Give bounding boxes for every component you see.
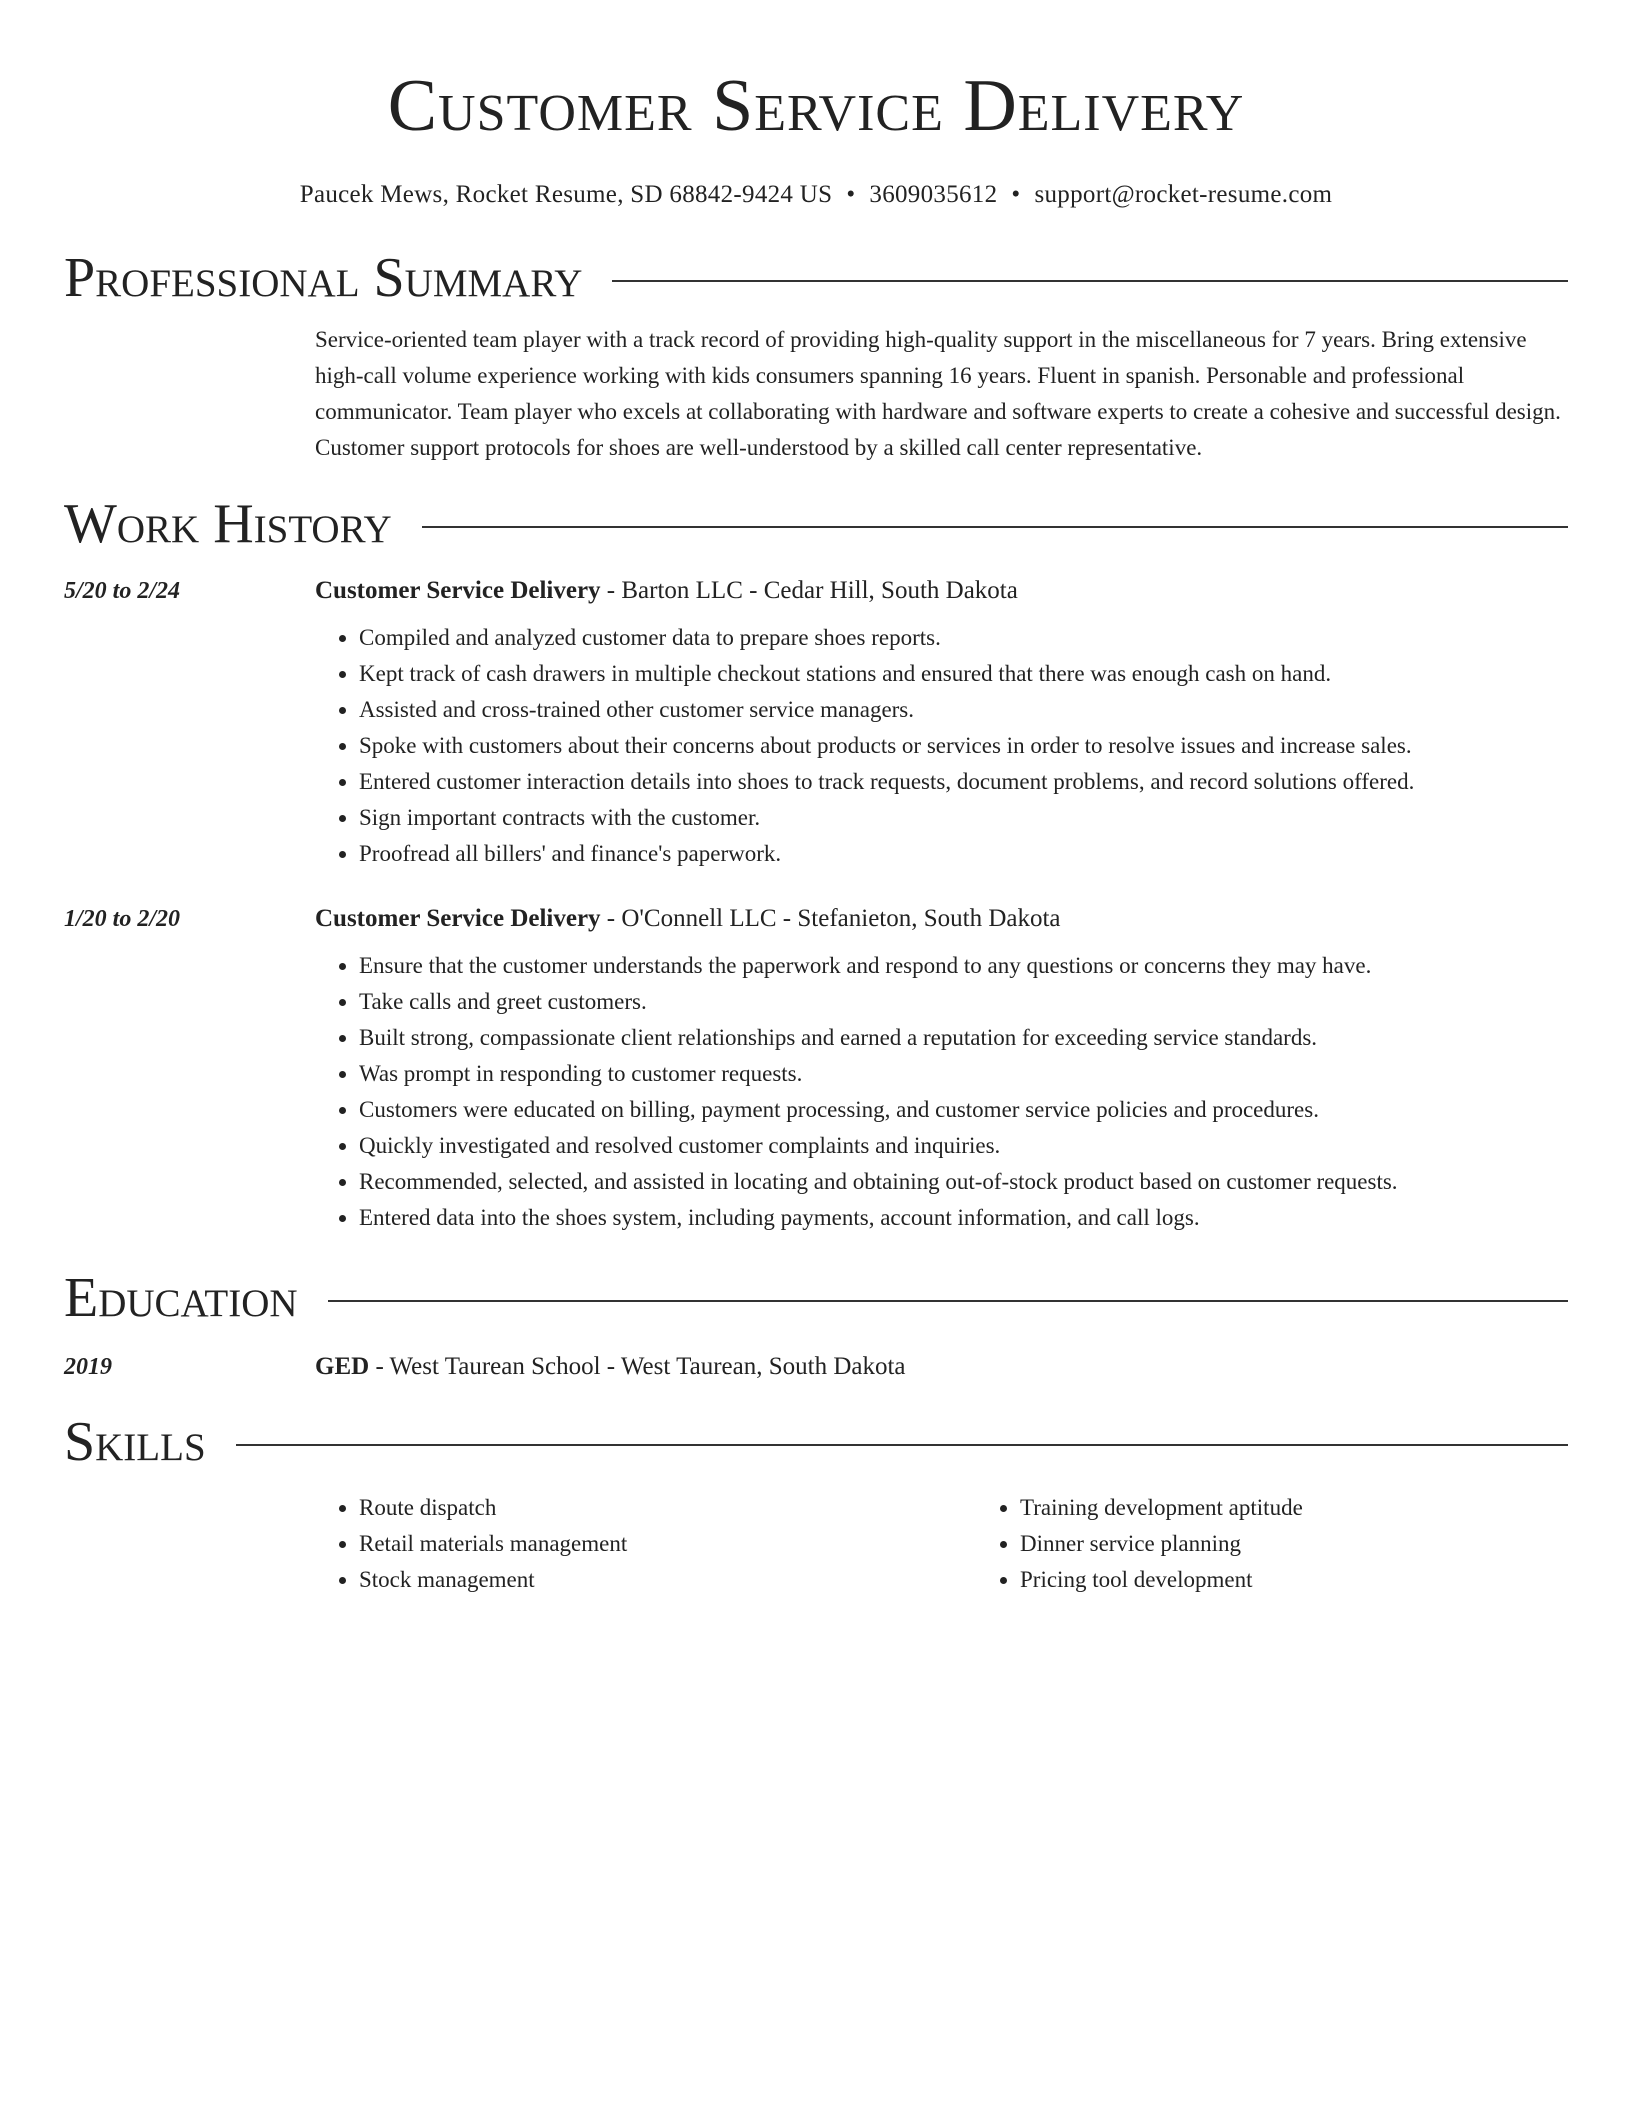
section-divider [612,280,1568,282]
job-title: Customer Service Delivery [315,577,601,604]
section-divider [328,1300,1568,1302]
list-item: • Assisted and cross-trained other customer service managers. [359,692,1568,728]
job-details: - O'Connell LLC - Stefanieton, South Dakota [600,905,1061,932]
job-dates: 1/20 to 2/20 [64,906,181,932]
list-item: • Built strong, compassionate client relationships and earned a reputation for exceeding service standards. [359,1020,1568,1056]
list-item: • Pricing tool development [1020,1562,1632,1598]
job-bullets [315,620,1568,872]
list-item: • Quickly investigated and resolved customer complaints and inquiries. [359,1128,1568,1164]
contact-line [64,178,1568,212]
summary-section-title: Professional Summary [64,247,583,309]
job-bullets [315,948,1568,1236]
job-heading [315,574,1568,608]
list-item: • Route dispatch [359,1490,976,1526]
list-item: • Entered data into the shoes system, including payments, account information, and call logs. [359,1200,1568,1236]
work-section-title: Work History [64,493,392,555]
skills-columns [315,1490,1632,1598]
education-heading [315,1350,1568,1384]
list-item: • Sign important contracts with the customer. [359,800,1568,836]
section-divider [236,1444,1568,1446]
skills-list-left [315,1490,976,1598]
contact-address: Paucek Mews, Rocket Resume, SD 68842-9424 US [299,181,833,208]
skills-row [64,1478,1568,1598]
summary-text: Service-oriented team player with a track record of providing high-quality support in the miscellaneous for 7 years. Bring extensive high-call volume experience working with kids consumers spanning 16 years. Fluent in spanish. Personable and professional communicator. Team player who excels at collaborating with hardware and software experts to create a cohesive and successful design. Customer support protocols for shoes are well-understood by a skilled call center representative. [315,327,1561,460]
list-item: • Proofread all billers' and finance's paperwork. [359,836,1568,872]
education-entry [64,1350,1568,1384]
job-title: Customer Service Delivery [315,905,601,932]
section-divider [422,526,1568,528]
job-dates: 5/20 to 2/24 [64,578,181,604]
contact-separator: • [1011,181,1021,208]
list-item: • Entered customer interaction details into shoes to track requests, document problems, and record solutions offered. [359,764,1568,800]
summary-row [64,314,1568,466]
job-details: - Barton LLC - Cedar Hill, South Dakota [600,577,1018,604]
list-item: • Dinner service planning [1020,1526,1632,1562]
job-heading [315,902,1568,936]
skills-section-header [64,1406,1568,1478]
list-item: • Compiled and analyzed customer data to prepare shoes reports. [359,620,1568,656]
list-item: • Ensure that the customer understands the paperwork and respond to any questions or concerns they may have. [359,948,1568,984]
job-entry [64,574,1568,872]
list-item: • Retail materials management [359,1526,976,1562]
resume-name: Customer Service Delivery [387,65,1245,147]
skills-section-title: Skills [64,1411,206,1473]
list-item: • Stock management [359,1562,976,1598]
education-year: 2019 [64,1354,112,1380]
list-item: • Take calls and greet customers. [359,984,1568,1020]
list-item: • Customers were educated on billing, payment processing, and customer service policies and procedures. [359,1092,1568,1128]
education-section-title: Education [64,1267,298,1329]
education-degree: GED [315,1353,370,1380]
job-entry [64,902,1568,1236]
contact-separator: • [846,181,856,208]
summary-section-header [64,242,1568,314]
list-item: • Training development aptitude [1020,1490,1632,1526]
list-item: • Spoke with customers about their concerns about products or services in order to resolve issues and increase sales. [359,728,1568,764]
list-item: • Was prompt in responding to customer requests. [359,1056,1568,1092]
skills-list-right [976,1490,1632,1598]
list-item: • Kept track of cash drawers in multiple checkout stations and ensured that there was enough cash on hand. [359,656,1568,692]
contact-phone: 3609035612 [869,181,998,208]
contact-email: support@rocket-resume.com [1034,181,1333,208]
work-section-header [64,488,1568,560]
list-item: • Recommended, selected, and assisted in locating and obtaining out-of-stock product based on customer requests. [359,1164,1568,1200]
education-section-header [64,1262,1568,1334]
education-details: - West Taurean School - West Taurean, South Dakota [369,1353,906,1380]
